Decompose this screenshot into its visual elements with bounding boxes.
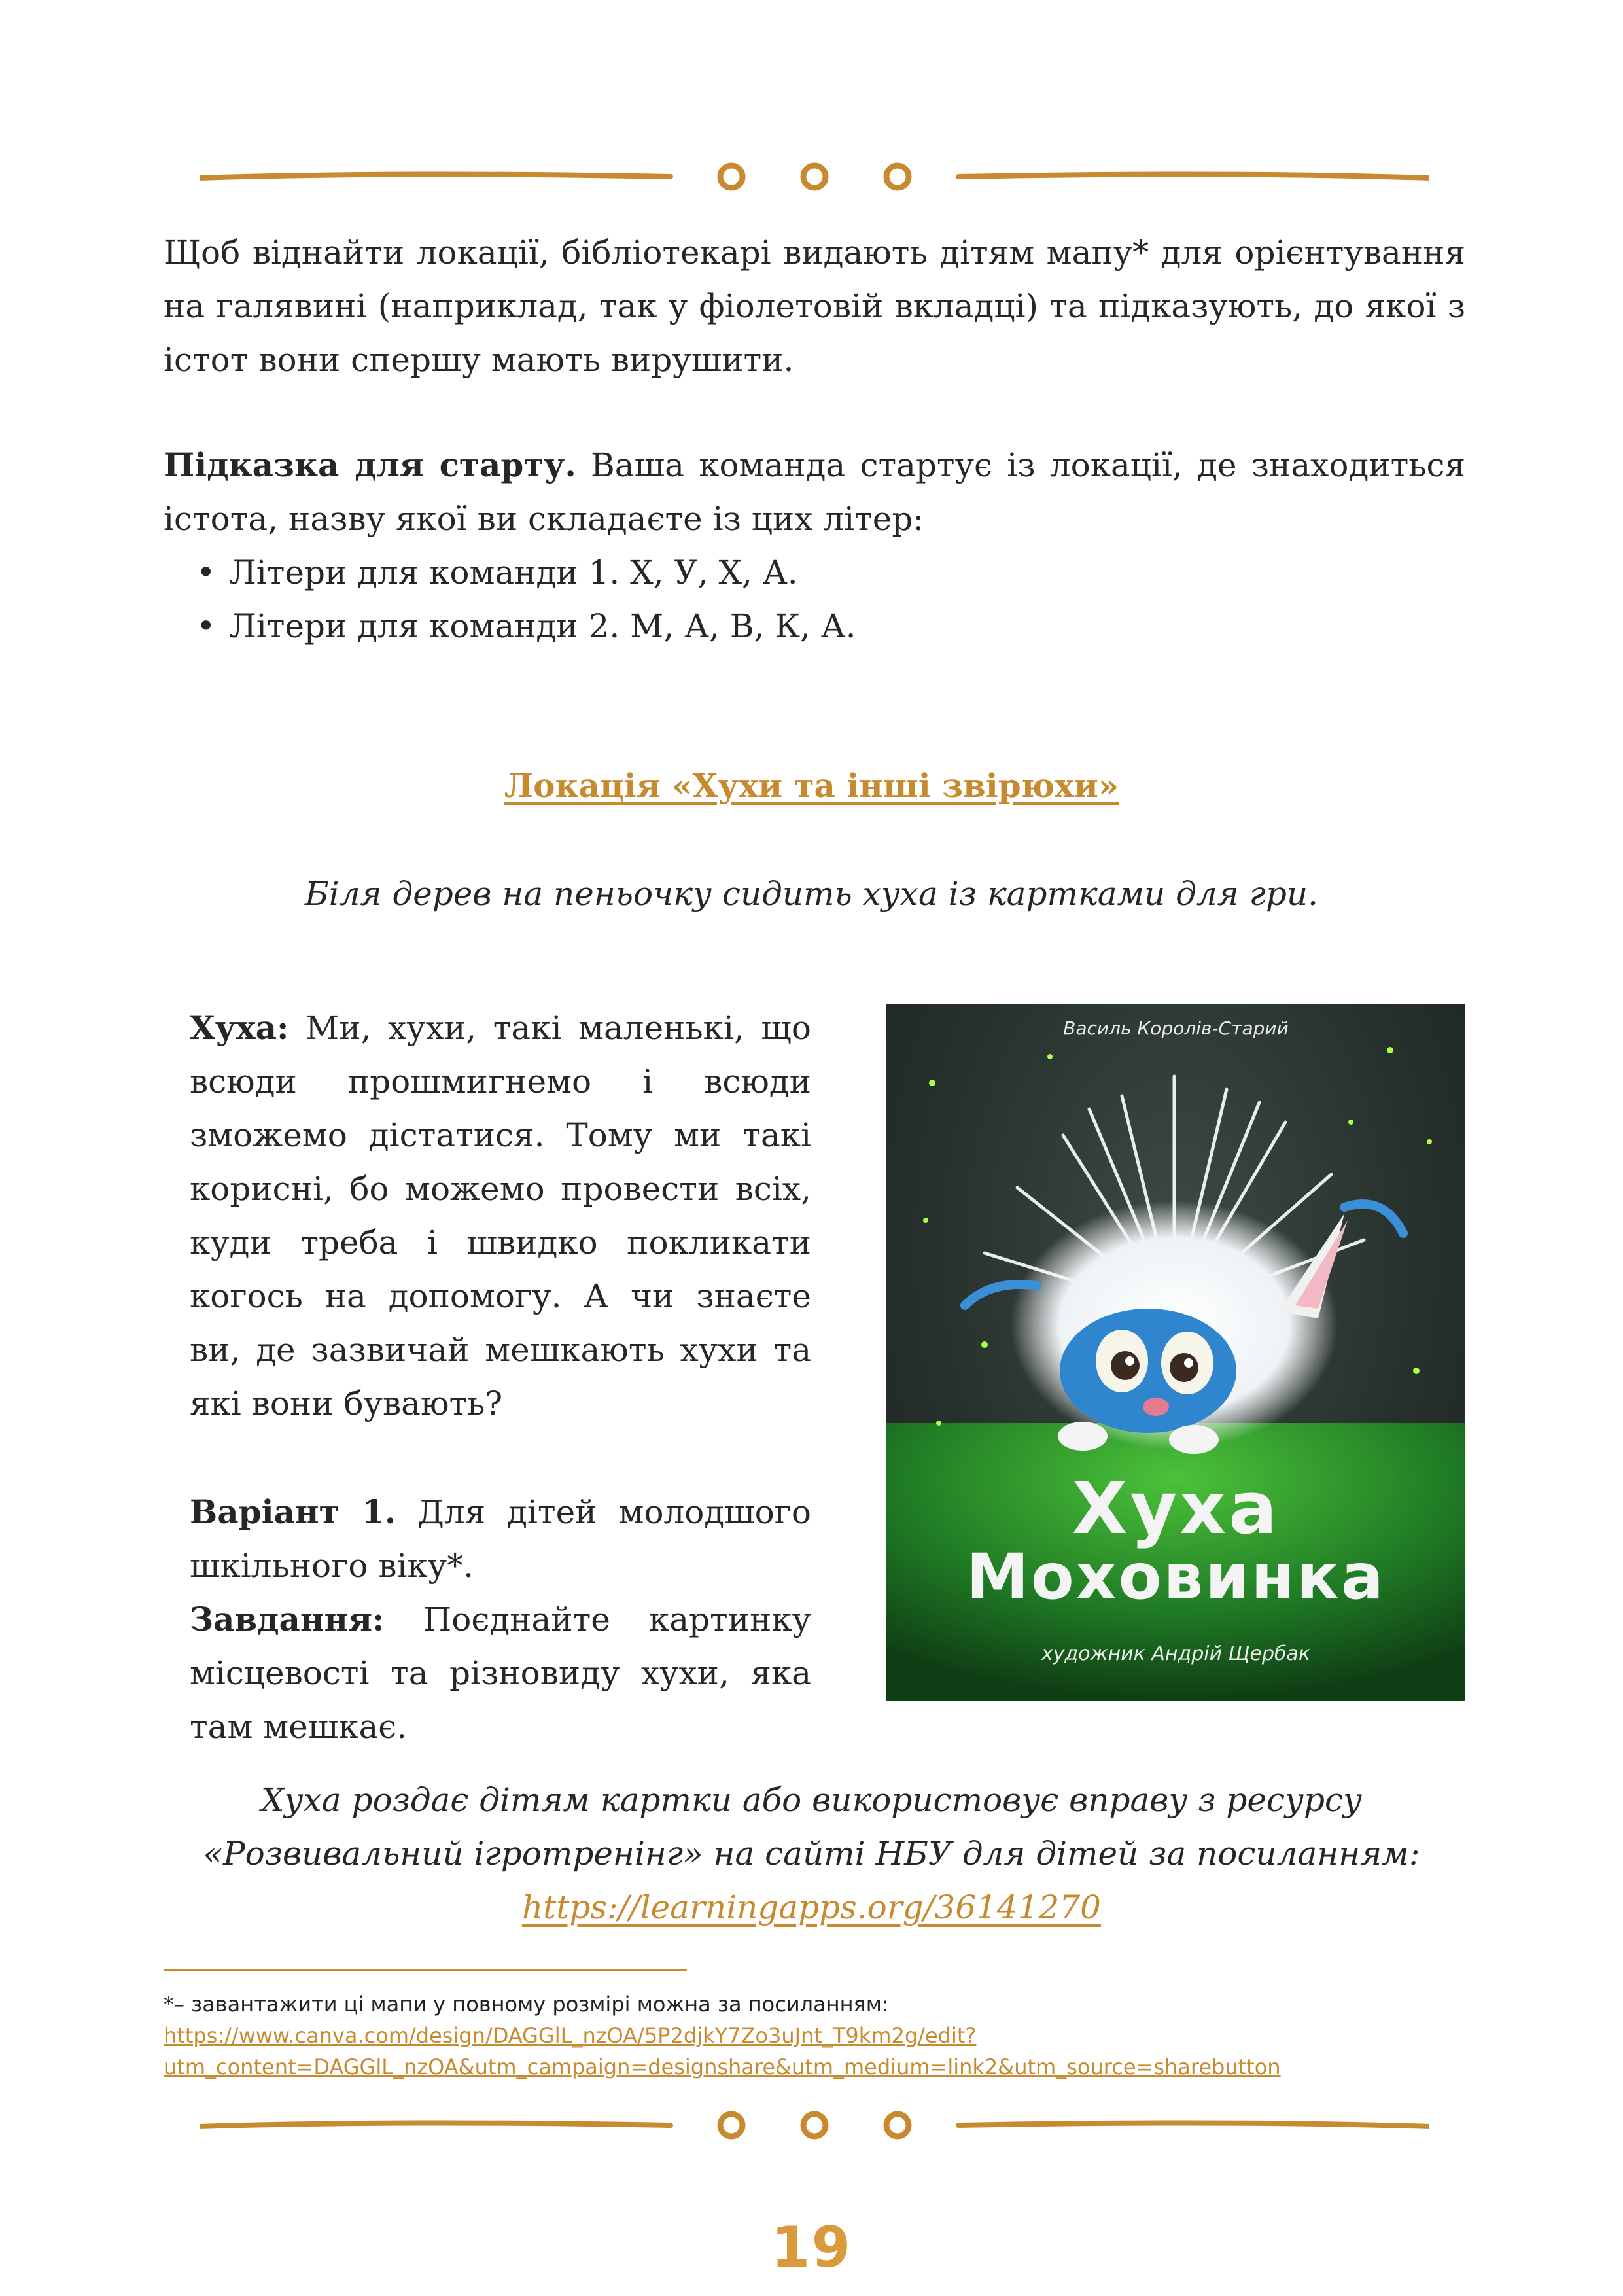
page-number: 19	[771, 2215, 852, 2280]
footnote-rule	[164, 1969, 687, 1971]
canva-link-part1[interactable]: https://www.canva.com/design/DAGGlL_nzOA/5P2djkY7Zo3uJnt_T9km2g/edit?	[164, 2023, 977, 2048]
location-subtitle: Біля дерев на пеньочку сидить хуха із картками для гри.	[304, 875, 1319, 913]
task-paragraph	[190, 1593, 811, 1754]
bottom-ornament-divider	[200, 2106, 1429, 2145]
book-title-line1: Хуха	[1072, 1466, 1280, 1550]
dialog-paragraph	[190, 1001, 811, 1430]
speaker-label: Хуха:	[190, 1008, 289, 1047]
dialog-text: Ми, хухи, такі маленькі, що всюди прошмигнемо і всюди зможемо дістатися. Тому ми такі корисні, бо можемо провести всіх, куди треба і швидко покликати когось на допомогу. А чи знаєте ви, де зазвичай мешкають хухи та які вони бувають?	[190, 1009, 811, 1422]
book-author: Василь Королів-Старий	[1063, 1017, 1289, 1039]
book-title-line2: Моховинка	[966, 1540, 1386, 1614]
resource-link-row	[0, 1881, 1623, 1934]
canva-link-part2[interactable]: utm_content=DAGGlL_nzOA&utm_campaign=designshare&utm_medium=link2&utm_source=sharebutton	[164, 2055, 1281, 2079]
book-cover-image	[886, 1004, 1465, 1701]
footnote-link-line2[interactable]	[164, 2052, 1472, 2082]
team-letters-list	[196, 546, 1439, 653]
list-item: • Літери для команди 2. М, А, В, К, А.	[196, 599, 1439, 653]
location-title: Локація «Хухи та інші звірюхи»	[504, 766, 1119, 805]
task-text: Поєднайте картинку місцевості та різновиду хухи, яка там мешкає.	[190, 1600, 811, 1746]
hint-text: Ваша команда стартує із локації, де знаходиться істота, назву якої ви складаєте із цих літер:	[164, 446, 1466, 538]
footnote-text: *– завантажити ці мапи у повному розмірі можна за посиланням:	[164, 1992, 889, 2017]
intro-paragraph: Щоб віднайти локації, бібліотекарі видають дітям мапу* для орієнтування на галявині (наприклад, так у фіолетовій вкладці) та підказують, до якої з істот вони спершу мають вирушити.	[164, 234, 1465, 379]
learningapps-link[interactable]: https://learningapps.org/36141270	[521, 1888, 1101, 1926]
list-item: • Літери для команди 1. Х, У, Х, А.	[196, 546, 1439, 599]
hint-paragraph	[164, 438, 1465, 546]
hint-label: Підказка для старту.	[164, 446, 576, 484]
resource-line2: «Розвивальний ігротренінг» на сайті НБУ для дітей за посиланням:	[203, 1835, 1420, 1873]
variant-text: Для дітей молодшого шкільного віку*.	[190, 1493, 811, 1585]
top-ornament-divider	[200, 157, 1429, 196]
resource-line1: Хуха роздає дітям картки або використовує вправу з ресурсу	[260, 1781, 1363, 1819]
book-artist: художник Андрій Щербак	[1041, 1642, 1310, 1665]
variant-label: Варіант 1.	[190, 1492, 396, 1531]
footnote-link-line1[interactable]	[164, 2021, 1472, 2051]
variant-paragraph	[190, 1485, 811, 1593]
task-label: Завдання:	[190, 1600, 385, 1638]
